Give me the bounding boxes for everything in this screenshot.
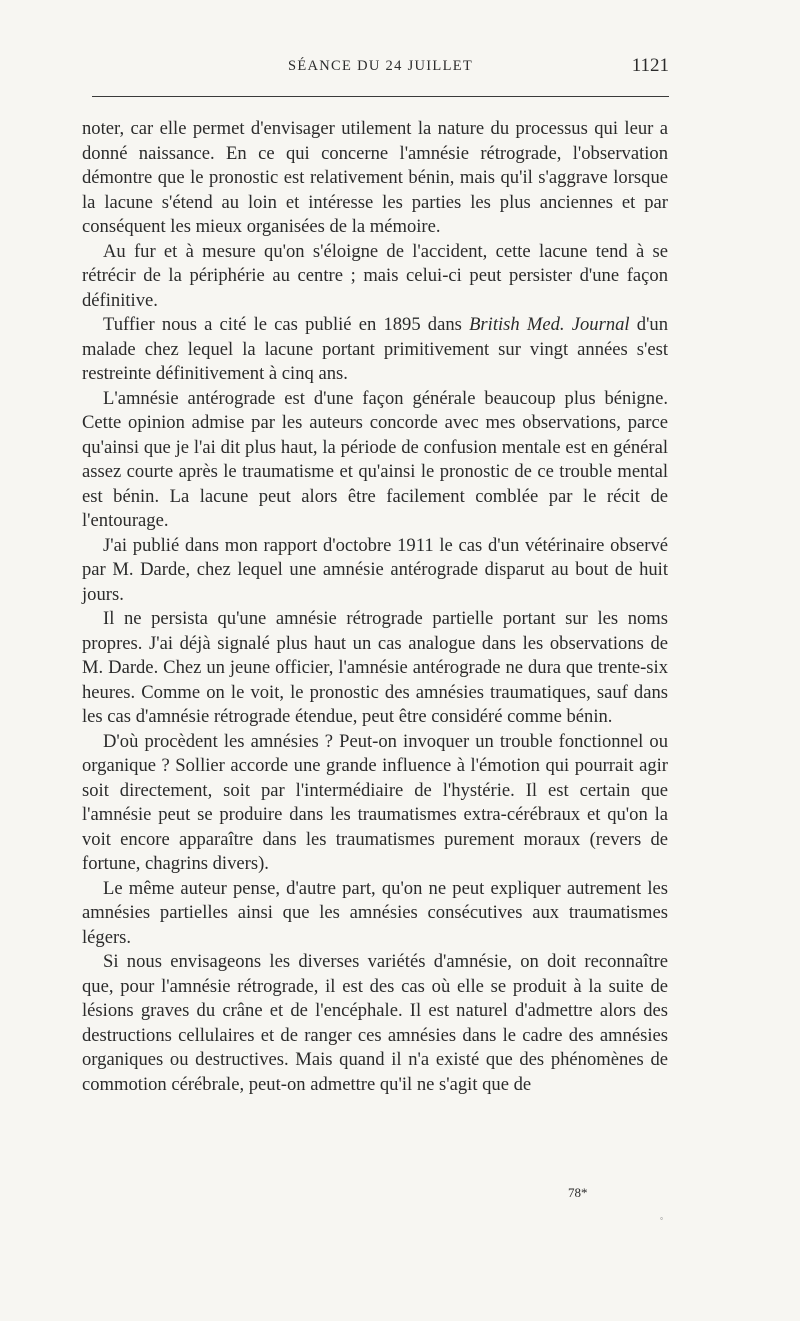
paragraph-3-text-after: d'un malade chez lequel la lacune portant primitivement sur vingt années s'est restreinte définitivement à cinq ans. bbox=[82, 314, 669, 384]
running-title: SÉANCE DU 24 JUILLET bbox=[287, 58, 474, 74]
paragraph-9: Si nous envisageons les diverses variétés d'amnésie, on doit reconnaître que, pour l'amnésie rétrograde, il est des cas où elle se produit à la suite de lésions graves du crâne et de l'encéphale. Il est naturel d'admettre alors des destructions cellulaires et de ranger ces amnésies dans le cadre des amnésies organiques ou destructives. Mais quand il n'a existé que des phénomènes de commotion cérébrale, peut-on admettre qu'il ne s'agit que de bbox=[82, 951, 668, 1095]
paragraph-3-text-before: Tuffier nous a cité le cas publié en 1895 dans bbox=[103, 314, 470, 335]
printer-signature: 78* bbox=[568, 1185, 588, 1200]
paragraph-2: Au fur et à mesure qu'on s'éloigne de l'accident, cette lacune tend à se rétrécir de la périphérie au centre ; mais celui-ci peut persister d'une façon définitive. bbox=[82, 240, 668, 311]
page-number: 1121 bbox=[631, 55, 669, 76]
paragraph-4: L'amnésie antérograde est d'une façon générale beaucoup plus bénigne. Cette opinion admise par les auteurs concorde avec mes observations, parce qu'ainsi que je l'ai dit plus haut, la période de confusion mentale est en général assez courte après le traumatisme et qu'ainsi le pronostic de ce trouble mental est bénin. La lacune peut alors être facilement comblée par le récit de l'entourage. bbox=[82, 387, 668, 531]
paragraph-7: D'où procèdent les amnésies ? Peut-on invoquer un trouble fonctionnel ou organique ? Sollier accorde une grande influence à l'émotion qui pourrait agir soit directement, soit par l'intermédiaire de l'hystérie. Il est certain que l'amnésie peut se produire dans les traumatismes extra-cérébraux et qu'on la voit encore apparaître dans les traumatismes purement moraux (revers de fortune, chagrins divers). bbox=[82, 730, 668, 874]
paragraph-5: J'ai publié dans mon rapport d'octobre 1911 le cas d'un vétérinaire observé par M. Darde, chez lequel une amnésie antérograde disparut au bout de huit jours. bbox=[82, 534, 668, 605]
paragraph-6: Il ne persista qu'une amnésie rétrograde partielle portant sur les noms propres. J'ai déjà signalé plus haut un cas analogue dans les observations de M. Darde. Chez un jeune officier, l'amnésie antérograde ne dura que trente-six heures. Comme on le voit, le pronostic des amnésies traumatiques, sauf dans les cas d'amnésie rétrograde étendue, peut être considéré comme bénin. bbox=[82, 608, 668, 727]
paragraph-8: Le même auteur pense, d'autre part, qu'on ne peut expliquer autrement les amnésies partielles ainsi que les amnésies consécutives aux traumatismes légers. bbox=[82, 877, 668, 948]
paragraph-3 bbox=[82, 313, 668, 387]
journal-title: British Med. Journal bbox=[469, 314, 630, 335]
paragraph-1: noter, car elle permet d'envisager utilement la nature du processus qui leur a donné naissance. En ce qui concerne l'amnésie rétrograde, l'observation démontre que le pronostic est relativement bénin, mais qu'il s'aggrave lorsque la lacune s'étend au loin et intéresse les parties les plus anciennes et par conséquent les mieux organisées de la mémoire. bbox=[82, 118, 668, 237]
body-text bbox=[82, 117, 668, 1097]
ink-mark: ﾟ bbox=[660, 1218, 665, 1229]
header-rule bbox=[92, 96, 669, 97]
running-header bbox=[92, 55, 669, 88]
